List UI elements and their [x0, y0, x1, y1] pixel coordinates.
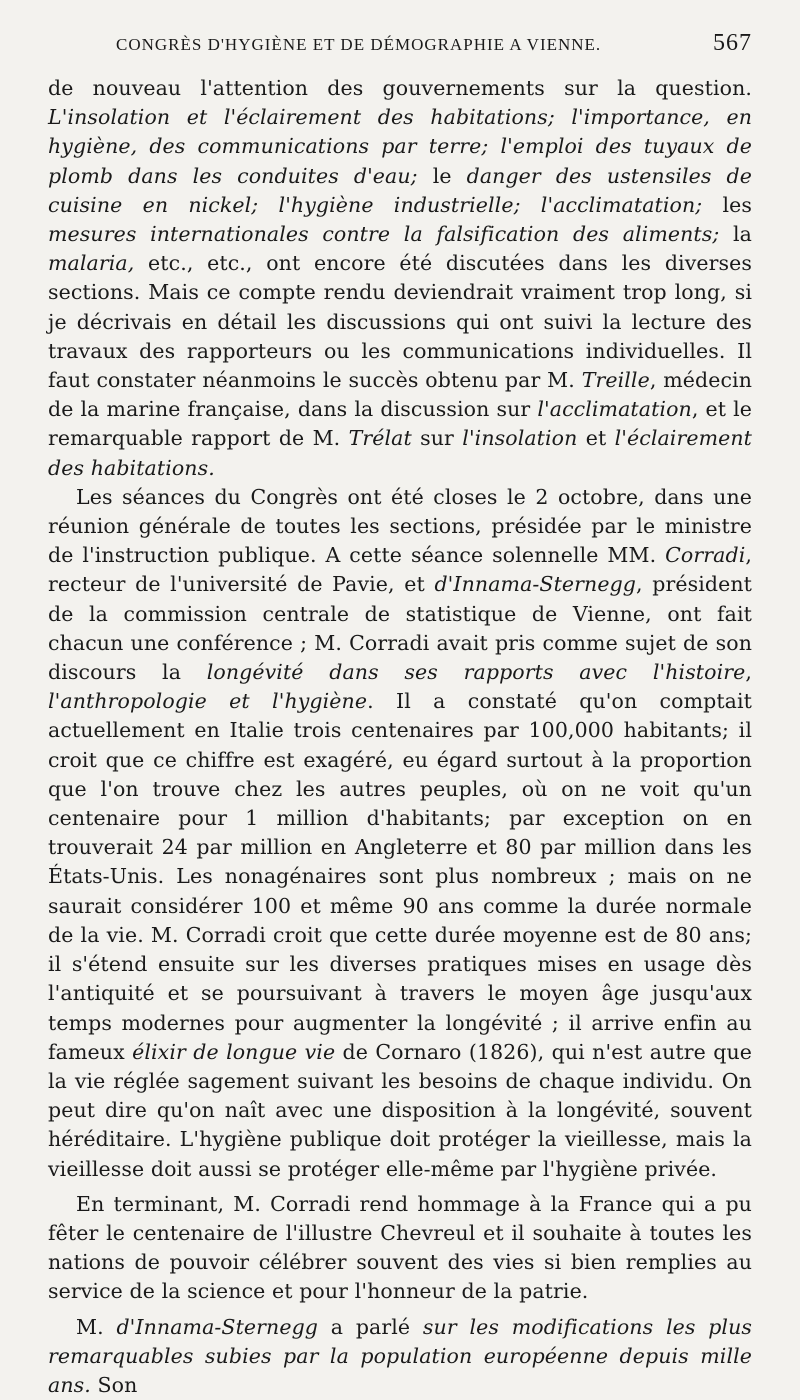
text-run: M. [76, 1314, 117, 1339]
text-run: , médecin de la marine française, dans la discussion sur [48, 368, 752, 422]
italic-text: sur les modifications les plus remarquables subies par la population européenne depuis mille ans. [48, 1314, 752, 1397]
italic-text: l'acclimatation [537, 397, 692, 422]
italic-text: danger des ustensiles de cuisine en nickel; l'hygiène industrielle; l'acclimatation; [48, 163, 752, 217]
paragraph [48, 74, 752, 483]
italic-text: l'insolation [462, 426, 578, 451]
text-run: de Cornaro (1826), qui n'est autre que la vie réglée sagement suivant les besoins de chaque individu. On peut dire qu'on naît avec une disposition à la longévité, souvent héréditaire. L'hygiène publique doit protéger la vieillesse, mais la vieillesse doit aussi se protéger elle-même par l'hygiène privée. [48, 1039, 752, 1181]
text-run: sur [411, 426, 463, 451]
text-run: , [745, 660, 753, 685]
page-number: 567 [713, 30, 752, 56]
text-run: de nouveau l'attention des gouvernements sur la question. [48, 76, 752, 100]
running-title: CONGRÈS D'HYGIÈNE ET DE DÉMOGRAPHIE A VIENNE. [116, 35, 602, 54]
italic-text: mesures internationales contre la falsification des aliments; [48, 222, 720, 247]
italic-text: l'éclairement des habitations. [48, 426, 752, 480]
paragraph [48, 1190, 752, 1307]
text-run: , président de la commission centrale de statistique de Vienne, ont fait chacun une conférence ; M. Corradi avait pris comme sujet de son discours la [48, 572, 752, 685]
text-run: le [417, 163, 467, 188]
italic-text: d'Innama-Sternegg [116, 1314, 319, 1339]
text-run: , et le remarquable rapport de M. [48, 397, 752, 451]
italic-text: Treille [581, 368, 650, 393]
italic-text: élixir de longue vie [132, 1039, 336, 1064]
italic-text: malaria, [48, 251, 135, 276]
body-text [48, 74, 752, 1400]
italic-text: Trélat [348, 426, 412, 451]
text-run: etc., etc., ont encore été discutées dans les diverses sections. Mais ce compte rendu deviendrait vraiment trop long, si je décrivais en détail les discussions qui ont suivi la lecture des travaux des rapporteurs ou les communications individuelles. Il faut constater néanmoins le succès obtenu par M. [48, 251, 752, 393]
paragraph [48, 1313, 752, 1400]
text-run: les [702, 192, 753, 217]
paragraph [48, 483, 752, 1184]
text-run: et [577, 426, 615, 451]
italic-text: longévité dans ses rapports avec l'histoire [206, 660, 746, 685]
italic-text: L'insolation et l'éclairement des habitations; l'importance, en hygiène, des communications par terre; l'emploi des tuyaux de plomb dans les conduites d'eau; [48, 105, 752, 188]
running-head [48, 30, 752, 74]
text-run: , recteur de l'université de Pavie, et [48, 543, 752, 597]
italic-text: d'Innama-Sternegg [434, 572, 637, 597]
text-run: En terminant, M. Corradi rend hommage à la France qui a pu fêter le centenaire de l'illustre Chevreul et il souhaite à toutes les nations de pouvoir célébrer souvent des vies si bien remplies au service de la science et pour l'honneur de la patrie. [48, 1191, 752, 1304]
text-run: la [719, 222, 752, 247]
text-run: a parlé [318, 1314, 423, 1339]
text-run: Son [90, 1372, 138, 1397]
text-run: . Il a constaté qu'on comptait actuellement en Italie trois centenaires par 100,000 habitants; il croit que ce chiffre est exagéré, eu égard surtout à la proportion que l'on trouve chez les autres peuples, où on ne voit qu'un centenaire pour 1 million d'habitants; par exception on en trouverait 24 par million en Angleterre et 80 par million dans les États-Unis. Les nonagénaires sont plus nombreux ; mais on ne saurait considérer 100 et même 90 ans comme la durée normale de la vie. M. Corradi croit que cette durée moyenne est de 80 ans; il s'étend ensuite sur les diverses pratiques mises en usage dès l'antiquité et se poursuivant à travers le moyen âge jusqu'aux temps modernes pour augmenter la longévité ; il arrive enfin au fameux [48, 689, 753, 1064]
italic-text: Corradi [665, 543, 746, 568]
italic-text: l'anthropologie et l'hygiène [48, 689, 368, 714]
text-run: Les séances du Congrès ont été closes le 2 octobre, dans une réunion générale de toutes les sections, présidée par le ministre de l'instruction publique. A cette séance solennelle MM. [48, 484, 752, 568]
